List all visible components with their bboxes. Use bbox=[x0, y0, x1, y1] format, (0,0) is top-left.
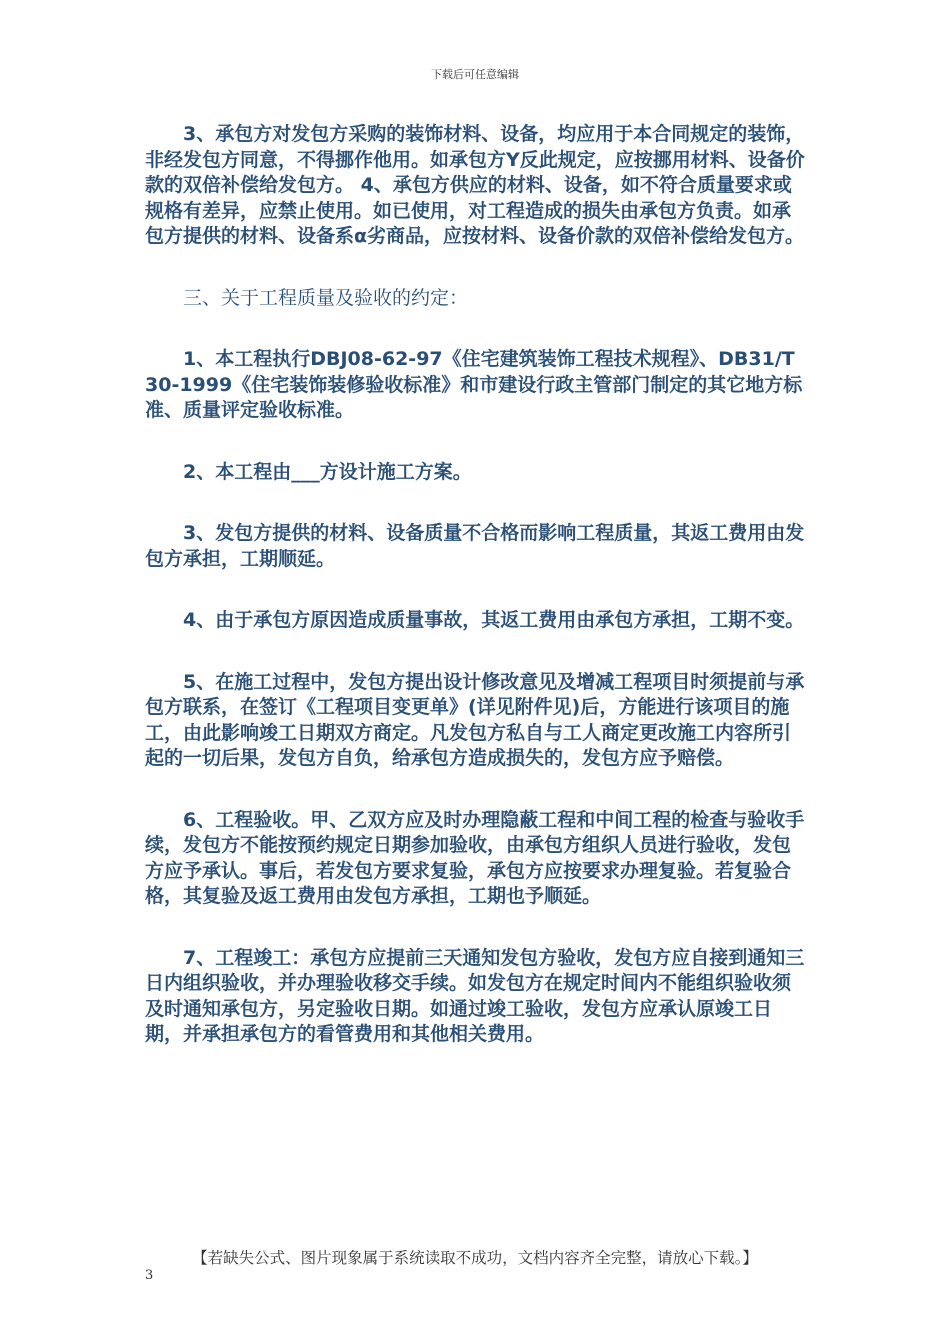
paragraph-clause-1: 1、本工程执行DBJ08-62-97《住宅建筑装饰工程技术规程》、DB31/T30-1999《住宅装饰装修验收标准》和市建设行政主管部门制定的其它地方标准、质量评定验收标准。 bbox=[145, 348, 803, 421]
paragraph-clause-7: 7、工程竣工：承包方应提前三天通知发包方验收，发包方应自接到通知三日内组织验收，并办理验收移交手续。如发包方在规定时间内不能组织验收须及时通知承包方，另定验收日期。如通过竣工验收，发包方应承认原竣工日期，并承担承包方的看管费用和其他相关费用。 bbox=[145, 946, 805, 1045]
paragraph-materials: 3、承包方对发包方采购的装饰材料、设备，均应用于本合同规定的装饰，非经发包方同意，不得挪作他用。如承包方Y反此规定，应按挪用材料、设备价款的双倍补偿给发包方。 4、承包方供应的材料、设备，如不符合质量要求或规格有差异，应禁止使用。如已使用，对工程造成的损失由承包方负责。如承包方提供的材料、设备系α劣商品，应按材料、设备价款的双倍补偿给发包方。 bbox=[145, 123, 805, 247]
page-number: 3 bbox=[145, 1268, 154, 1283]
footer-note: 【若缺失公式、图片现象属于系统读取不成功，文档内容齐全完整，请放心下载。】 bbox=[192, 1249, 758, 1267]
header-note: 下载后可任意编辑 bbox=[431, 68, 519, 81]
paragraph-clause-6: 6、工程验收。甲、乙双方应及时办理隐蔽工程和中间工程的检查与验收手续，发包方不能按预约规定日期参加验收，由承包方组织人员进行验收，发包方应予承认。事后，若发包方要求复验，承包方应按要求办理复验。若复验合格，其复验及返工费用由发包方承担，工期也予顺延。 bbox=[145, 808, 805, 907]
paragraph-clause-5: 5、在施工过程中，发包方提出设计修改意见及增减工程项目时须提前与承包方联系，在签订《工程项目变更单》(详见附件见)后，方能进行该项目的施工，由此影响竣工日期双方商定。凡发包方私自与工人商定更改施工内容所引起的一切后果，发包方自负，给承包方造成损失的，发包方应予赔偿。 bbox=[145, 670, 805, 769]
paragraph-clause-2: 2、本工程由___方设计施工方案。 bbox=[183, 460, 472, 483]
section-heading-quality: 三、关于工程质量及验收的约定： bbox=[183, 286, 469, 309]
document-body bbox=[145, 122, 805, 1048]
paragraph-clause-3: 3、发包方提供的材料、设备质量不合格而影响工程质量，其返工费用由发包方承担，工期顺延。 bbox=[145, 522, 805, 570]
paragraph-clause-4: 4、由于承包方原因造成质量事故，其返工费用由承包方承担，工期不变。 bbox=[183, 609, 805, 631]
